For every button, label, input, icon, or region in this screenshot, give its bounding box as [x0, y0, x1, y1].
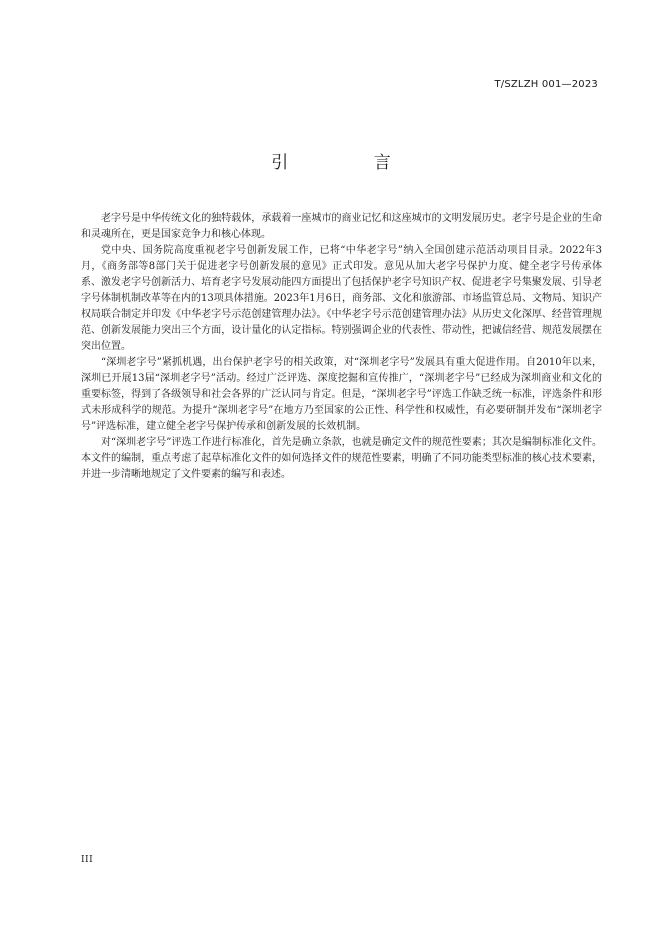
- page-number: III: [81, 855, 94, 865]
- document-code: T/SZLZH 001—2023: [494, 79, 598, 90]
- introduction-body: [81, 211, 602, 483]
- paragraph: “深圳老字号”紧抓机遇，出台保护老字号的相关政策，对“深圳老字号”发展具有重大促进作用。自2010年以来，深圳已开展13届“深圳老字号”活动。经过广泛评选、深度挖掘和宣传推广，“深圳老字号”已经成为深圳商业和文化的重要标签，得到了各级领导和社会各界的广泛认同与肯定。但是，“深圳老字号”评选工作缺乏统一标准，评选条件和形式未形成科学的规范。为提升“深圳老字号”在地方乃至国家的公正性、科学性和权威性，有必要研制并发布“深圳老字号”评选标准，建立健全老字号保护传承和创新发展的长效机制。: [81, 357, 602, 432]
- paragraph: 老字号是中华传统文化的独特载体，承载着一座城市的商业记忆和这座城市的文明发展历史。老字号是企业的生命和灵魂所在，更是国家竞争力和核心体现。: [81, 213, 602, 240]
- paragraph: 党中央、国务院高度重视老字号创新发展工作，已将“中华老字号”纳入全国创建示范活动项目目录。2022年3月，《商务部等8部门关于促进老字号创新发展的意见》正式印发。意见从加大老字号保护力度、健全老字号传承体系、激发老字号创新活力、培育老字号发展动能四方面提出了包括保护老字号知识产权、促进老字号集聚发展、引导老字号体制机制改革等在内的13项具体措施。2023年1月6日，商务部、文化和旅游部、市场监管总局、文物局、知识产权局联合制定并印发《中华老字号示范创建管理办法》。《中华老字号示范创建管理办法》从历史文化深厚、经营管理规范、创新发展能力突出三个方面，设计量化的认定指标。特别强调企业的代表性、带动性，把诚信经营、规范发展摆在突出位置。: [81, 245, 602, 352]
- page-title: 引 言: [271, 153, 431, 173]
- paragraph: 对“深圳老字号”评选工作进行标准化，首先是确立条款，也就是确定文件的规范性要素；其次是编制标准化文件。本文件的编制，重点考虑了起草标准化文件的如何选择文件的规范性要素，明确了不同功能类型标准的核心技术要素，并进一步清晰地规定了文件要素的编写和表述。: [81, 437, 602, 480]
